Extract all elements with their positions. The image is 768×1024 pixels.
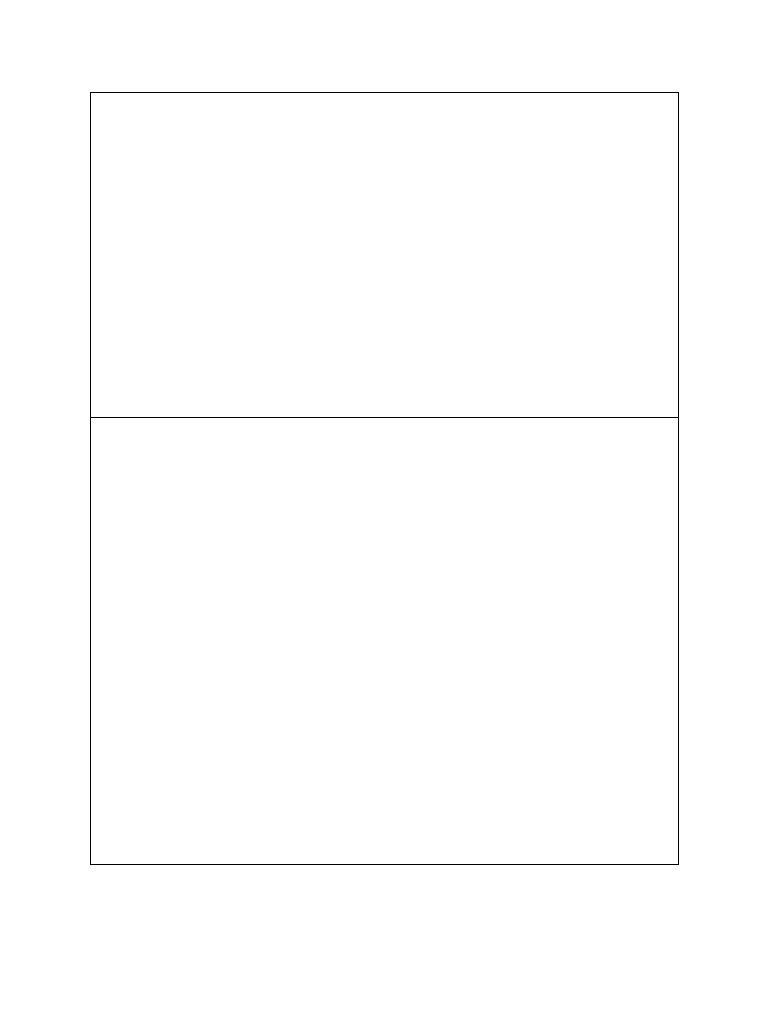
do-does-mistakes-box xyxy=(90,417,679,865)
do-does-usage-box xyxy=(90,92,679,418)
